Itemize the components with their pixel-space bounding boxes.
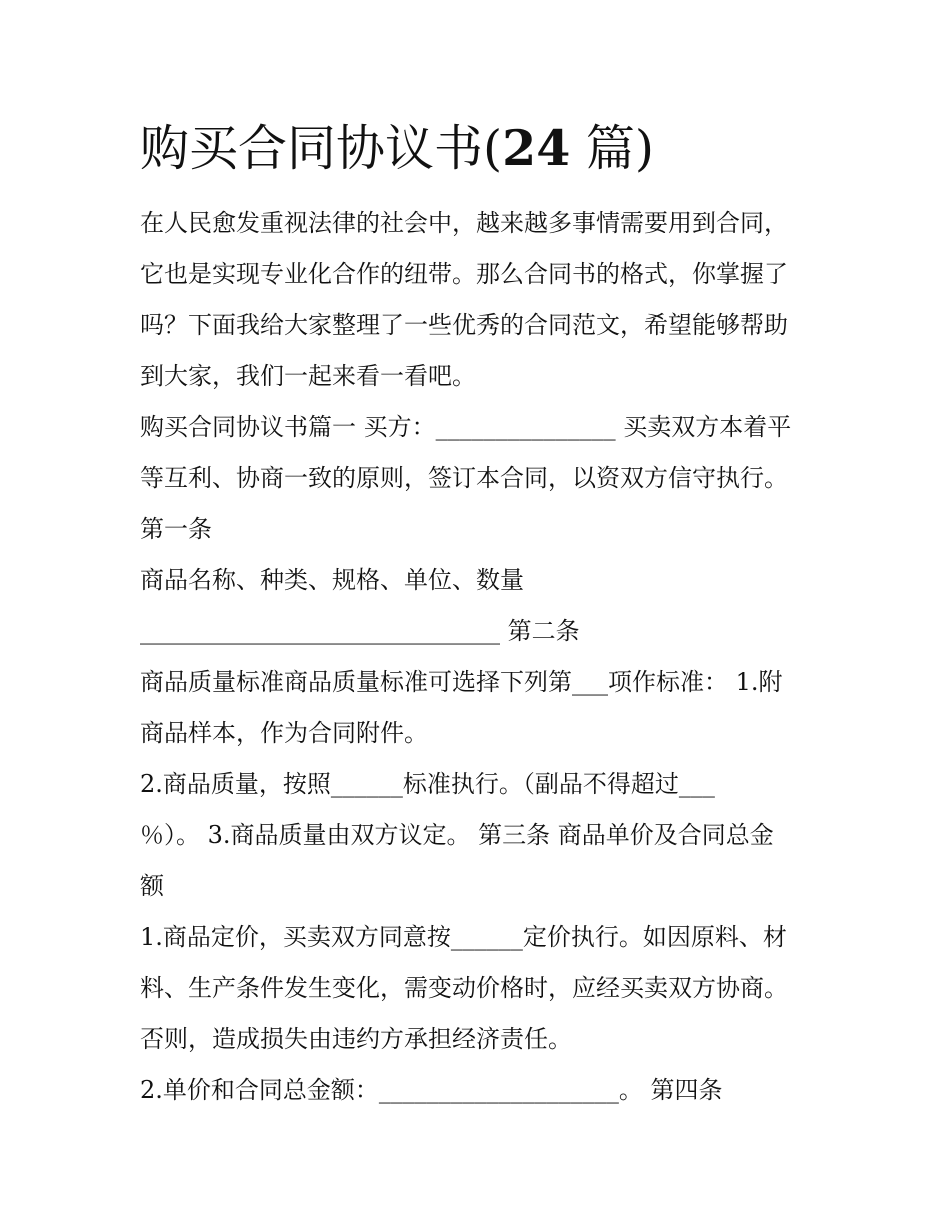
text-line-3: 吗？下面我给大家整理了一些优秀的合同范文，希望能够帮助 [140,311,788,339]
title-number: 24 [502,119,571,177]
text-line-2: 它也是实现专业化合作的纽带。那么合同书的格式，你掌握了 [140,260,788,288]
article-heading-1: 第一条 [140,515,212,543]
text-line-6: 等互利、协商一致的原则，签订本合同，以资双方信守执行。 [140,464,788,492]
text-line-16: 料、生产条件发生变化，需变动价格时，应经买卖双方协商。 [140,974,788,1002]
text-line-11: 商品样本，作为合同附件。 [140,719,428,747]
page-title [140,116,654,181]
text-line-8: 商品名称、种类、规格、单位、数量 [140,566,524,594]
text-line-4: 到大家，我们一起来看一看吧。 [140,362,476,390]
text-line-12: 2.商品质量，按照______标准执行。（副品不得超过___ [140,770,715,798]
text-line-10: 商品质量标准商品质量标准可选择下列第___项作标准： 1.附 [140,668,783,696]
title-prefix: 购买合同协议书( [140,120,503,177]
text-line-17: 否则，造成损失由违约方承担经济责任。 [140,1025,572,1053]
text-line-9: ______________________________ 第二条 [140,617,580,645]
text-line-13: ％）。 3.商品质量由双方议定。 第三条 商品单价及合同总金 [140,821,774,849]
text-line-5: 购买合同协议书篇一 买方：_______________ 买卖双方本着平 [140,413,792,441]
text-line-15: 1.商品定价，买卖双方同意按______定价执行。如因原料、材 [140,923,787,951]
text-line-18: 2.单价和合同总金额：____________________。 第四条 [140,1076,723,1104]
title-suffix: 篇) [570,120,655,177]
document-body [140,198,820,1116]
text-line-14: 额 [140,872,164,900]
text-line-1: 在人民愈发重视法律的社会中，越来越多事情需要用到合同， [140,209,788,237]
